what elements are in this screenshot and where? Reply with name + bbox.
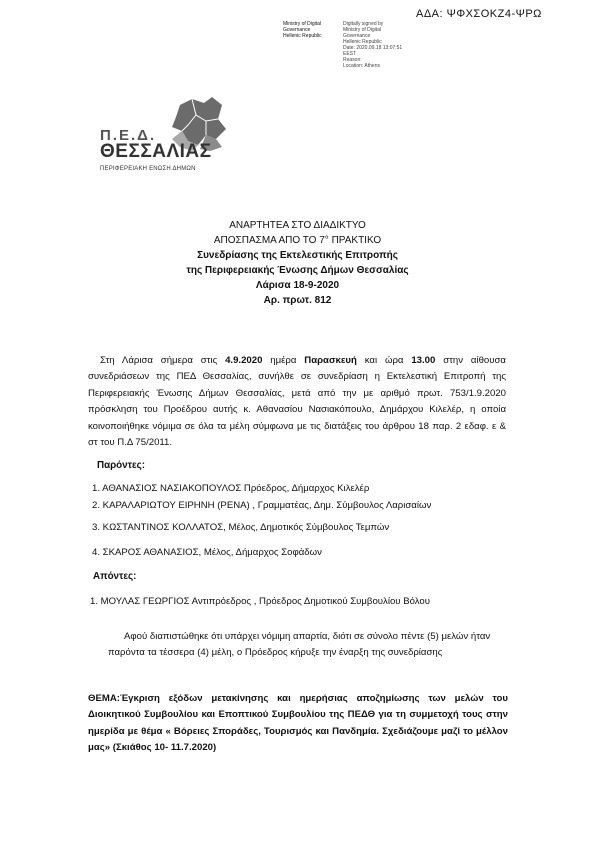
meeting-day: Παρασκευή xyxy=(304,355,357,366)
signature-detail-line: Digitally signed by xyxy=(343,21,384,27)
meeting-date: 4.9.2020 xyxy=(225,355,263,366)
heading-extract: ΑΠΟΣΠΑΣΜΑ ΑΠΟ ΤΟ 7° ΠΡΑΚΤΙΚΟ xyxy=(213,235,382,246)
intro-text: Στη Λάρισα σήμερα στις xyxy=(100,355,226,366)
logo-subtitle: ΠΕΡΙΦΕΡΕΙΑΚΗ ΕΝΩΣΗ ΔΗΜΩΝ xyxy=(100,166,196,172)
heading-protocol-number: Αρ. πρωτ. 812 xyxy=(263,295,332,306)
logo-letters: Π.Ε.Δ. xyxy=(100,127,157,144)
signature-detail-line: Hellenic Republic xyxy=(343,39,382,45)
heading-place-date: Λάρισα 18-9-2020 xyxy=(255,280,340,291)
signature-issuer xyxy=(283,21,341,39)
heading-union: της Περιφερειακής Ένωσης Δήμων Θεσσαλίας xyxy=(186,265,409,276)
ada-code: ΑΔΑ: ΨΦΧΣΟΚΖ4-ΨΡΩ xyxy=(416,8,542,20)
signature-detail-line: Governance xyxy=(343,33,371,39)
heading-posting-notice: ΑΝΑΡΤΗΤΕΑ ΣΤΟ ΔΙΑΔΙΚΤΥΟ xyxy=(229,220,366,231)
ped-logo xyxy=(100,95,230,175)
present-label: Παρόντες: xyxy=(97,460,145,471)
heading-session: Συνεδρίασης της Εκτελεστικής Επιτροπής xyxy=(197,250,398,261)
signature-issuer-line: Governance xyxy=(283,27,311,33)
quorum-text: Αφού διαπιστώθηκε ότι υπάρχει νόμιμη απαρτία, διότι σε σύνολο πέντε (5) μελών ήταν παρόντα τα τέσσερα (4) μέλη, ο Πρόεδρος κήρυξε την έναρξη της συνεδρίασης xyxy=(108,631,491,659)
signature-detail-line: Date: 2020.09.18 13:07:51 xyxy=(343,45,403,51)
subject-text: Έγκριση εξόδων μετακίνησης και ημερήσιας αποζημίωσης των μελών του Διοικητικού Συμβουλίου και Εποπτικού Συμβουλίου της ΠΕΔΘ για τη συμμετοχή τους στην ημερίδα με θέμα « Βόρειες Σποράδες, Τουρισμός και Πανδημία. Σχεδιάζουμε μαζί το μέλλον μας» (Σκιάθος 10- 11.7.2020) xyxy=(88,693,508,754)
present-member: 3. ΚΩΣΤΑΝΤΙΝΟΣ ΚΟΛΛΑΤΟΣ, Μέλος, Δημοτικός Σύμβουλος Τεμπών xyxy=(92,522,390,533)
subject-paragraph xyxy=(88,691,508,757)
subject-label: ΘΕΜΑ: xyxy=(88,693,120,704)
intro-text: ημέρα xyxy=(262,355,305,366)
intro-text: στην αίθουσα συνεδριάσεων της ΠΕΔ Θεσσαλίας, συνήλθε σε συνεδρίαση η Εκτελεστική Επιτροπή της Περιφερειακής Ένωσης Δήμων Θεσσαλίας, μετά από την με αριθμό πρωτ. 753/1.9.2020 πρόσκληση του Προέδρου αυτής κ. Αθανασίου Νασιακόπουλο, Δημάρχου Κιλελέρ, η οποία κοινοποιήθηκε νόμιμα σε όλα τα μέλη σύμφωνα με τις διατάξεις του άρθρου 18 παρ. 2 εδαφ. ε & στ του Π.Δ 75/2011. xyxy=(88,355,506,449)
signature-details xyxy=(343,21,413,69)
intro-paragraph xyxy=(88,353,506,451)
absent-member: 1. ΜΟΥΛΑΣ ΓΕΩΡΓΙΟΣ Αντιπρόεδρος , Πρόεδρος Δημοτικού Συμβουλίου Βόλου xyxy=(90,596,430,607)
present-member: 2. ΚΑΡΑΛΑΡΙΩΤΟΥ ΕΙΡΗΝΗ (ΡΕΝΑ) , Γραμματέας, Δημ. Σύμβουλος Λαρισαίων xyxy=(92,500,432,511)
signature-detail-line: Ministry of Digital xyxy=(343,27,382,33)
logo-name: ΘΕΣΣΑΛΙΑΣ xyxy=(100,141,212,162)
document-heading xyxy=(0,218,595,308)
signature-detail-line: EEST xyxy=(343,51,357,57)
meeting-time: 13.00 xyxy=(411,355,436,366)
present-member: 1. ΑΘΑΝΑΣΙΟΣ ΝΑΣΙΑΚΟΠΟΥΛΟΣ Πρόεδρος, Δήμαρχος Κιλελέρ xyxy=(92,483,370,494)
quorum-paragraph xyxy=(108,629,504,662)
signature-issuer-line: Hellenic Republic xyxy=(283,33,322,39)
present-member: 4. ΣΚΑΡΟΣ ΑΘΑΝΑΣΙΟΣ, Μέλος, Δήμαρχος Σοφάδων xyxy=(92,547,322,558)
signature-issuer-line: Ministry of Digital xyxy=(283,21,322,27)
absent-label: Απόντες: xyxy=(93,571,137,582)
signature-detail-line: Reason: xyxy=(343,57,362,63)
intro-text: και ώρα xyxy=(356,355,412,366)
signature-detail-line: Location: Athens xyxy=(343,63,380,69)
